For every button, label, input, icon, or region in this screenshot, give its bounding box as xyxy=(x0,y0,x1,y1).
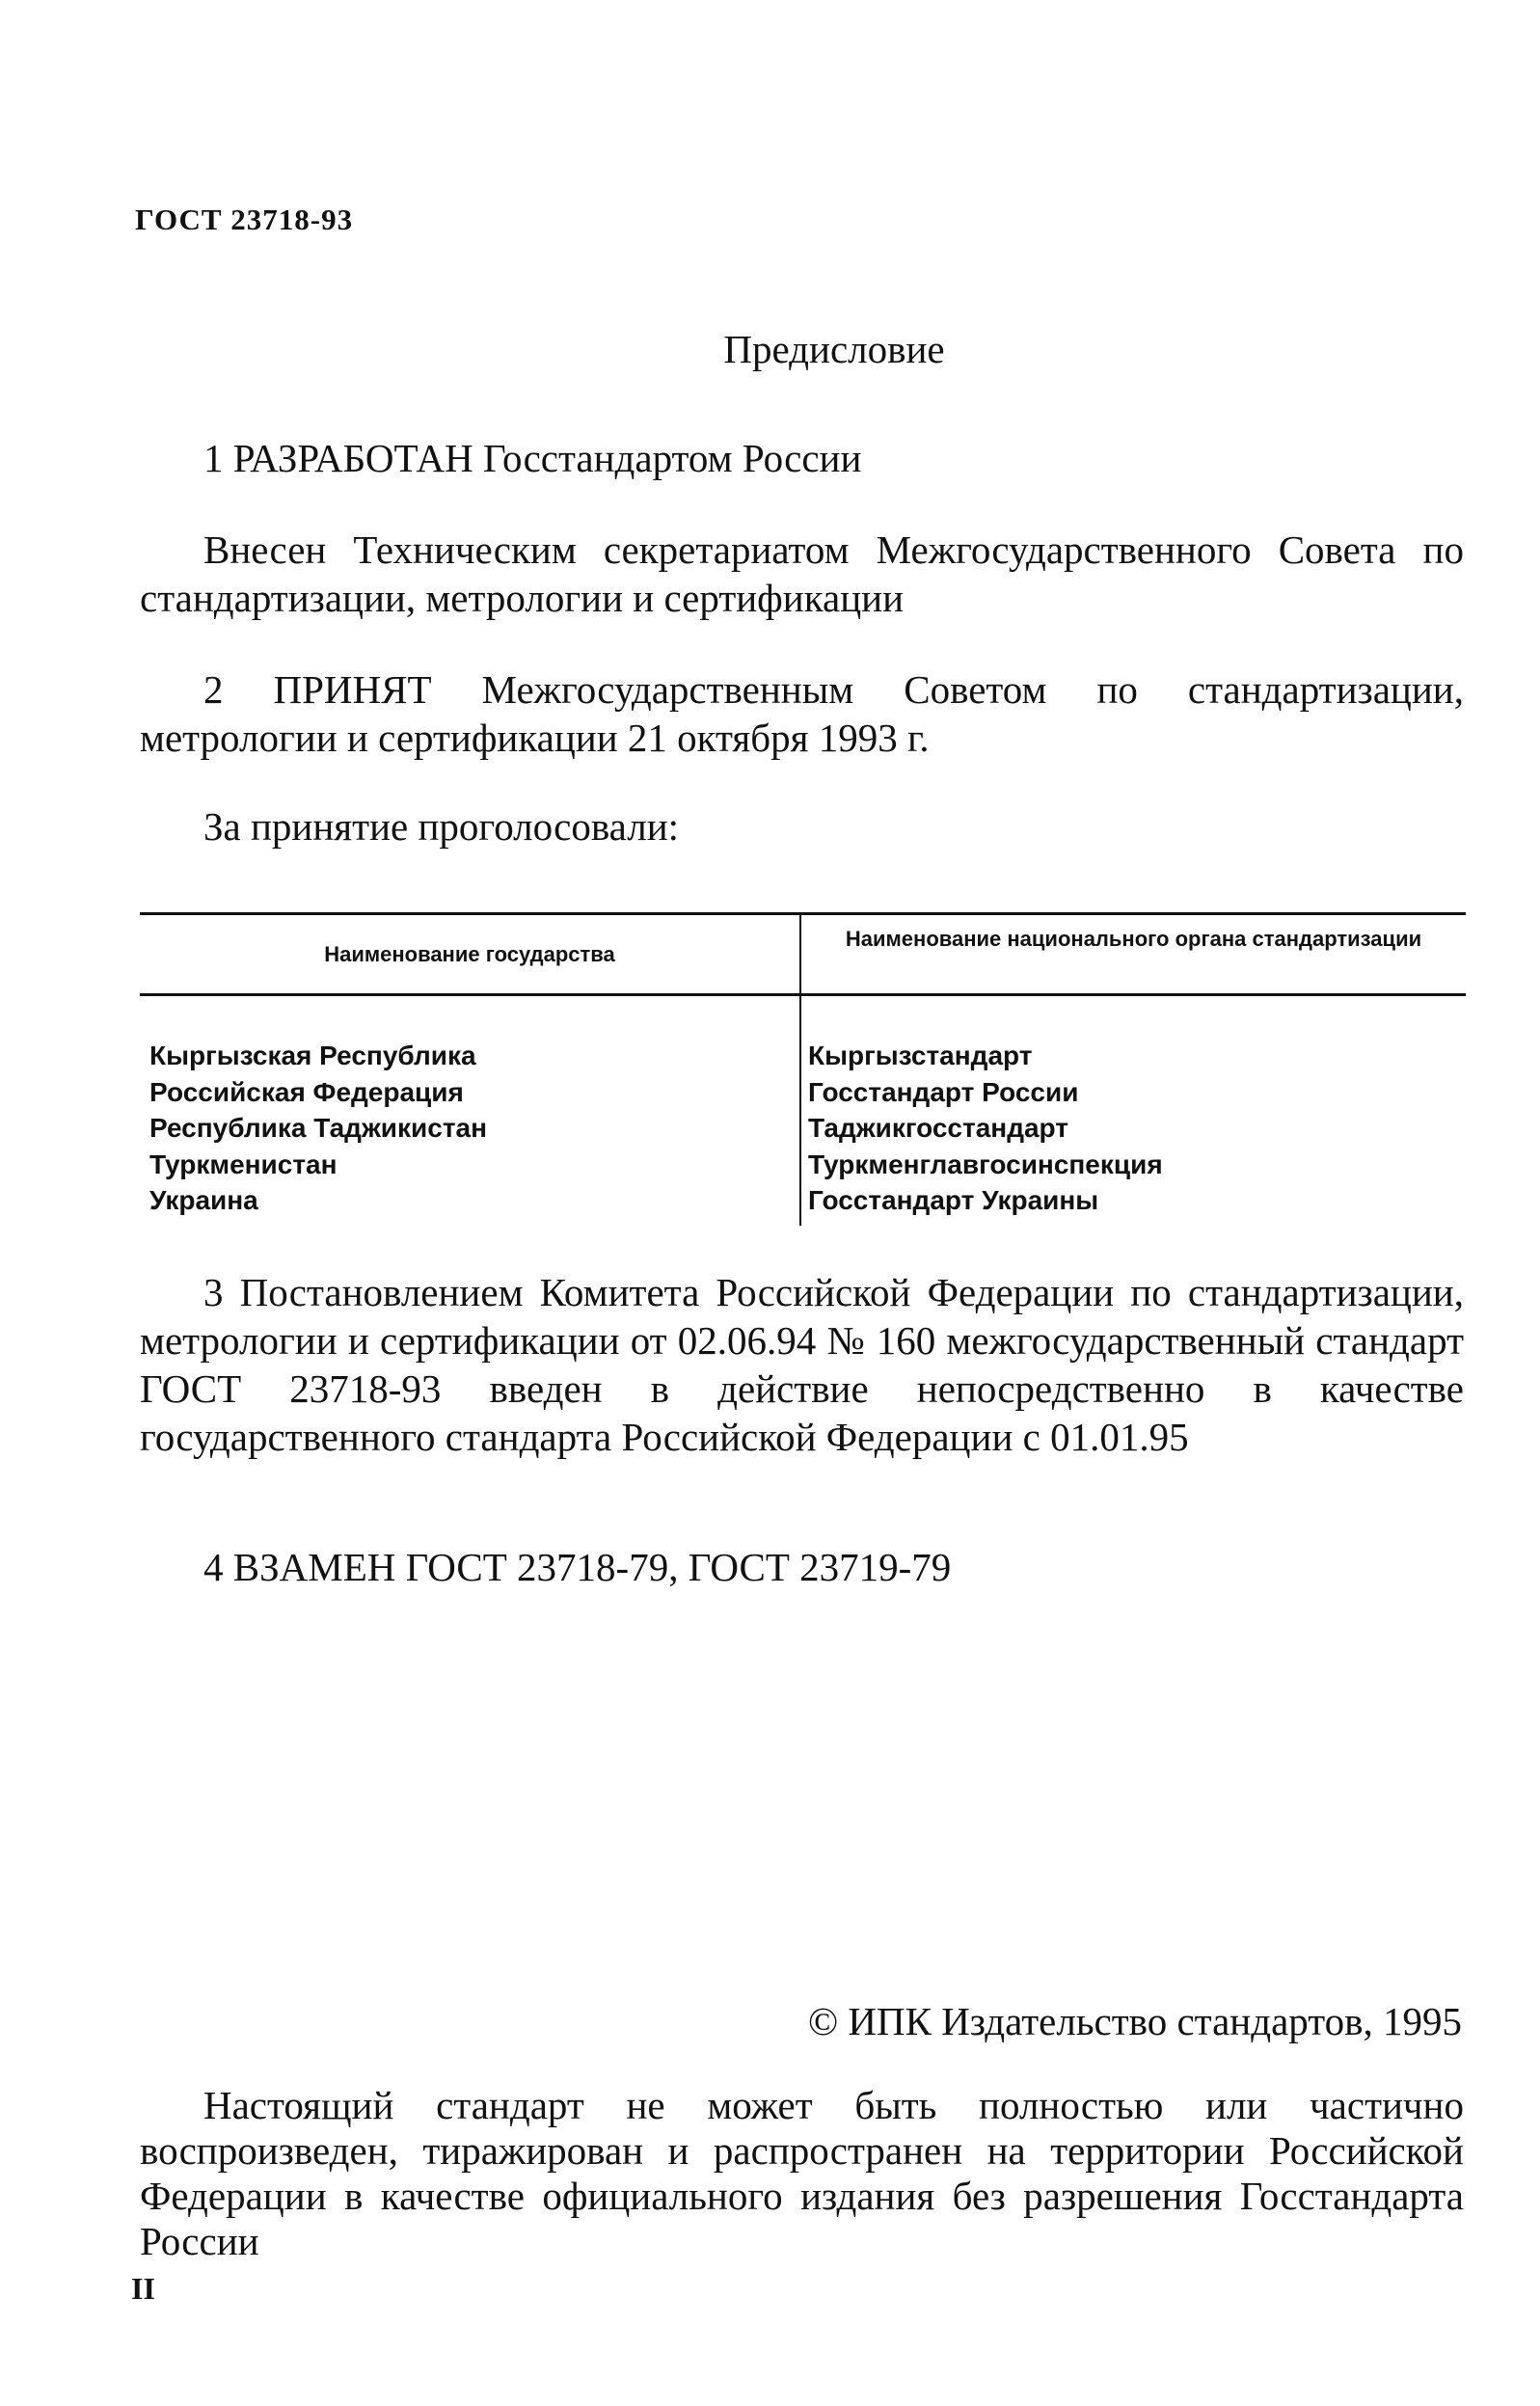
page-number: II xyxy=(131,2271,155,2306)
column-header-state: Наименование государства xyxy=(324,942,615,966)
preface-title: Предисловие xyxy=(723,327,945,371)
submitted-by-paragraph: Внесен Техническим секретариатом Межгосударственного Совета по стандартизации, метрологии и сертификации xyxy=(140,527,1464,620)
table-cell-state: Республика Таджикистан xyxy=(149,1113,488,1143)
adopted-paragraph: 2 ПРИНЯТ Межгосударственным Советом по стандартизации, метрологии и сертификации 21 октября 1993 г. xyxy=(140,667,1464,760)
document-code: ГОСТ 23718-93 xyxy=(135,203,354,236)
copyright-line: © ИПК Издательство стандартов, 1995 xyxy=(807,1999,1462,2043)
table-header-rule xyxy=(140,993,1466,996)
voting-table xyxy=(140,912,1466,1230)
table-cell-state: Кыргызская Республика xyxy=(149,1041,476,1070)
developed-by-paragraph: 1 РАЗРАБОТАН Госстандартом России xyxy=(203,436,862,480)
table-cell-state: Туркменистан xyxy=(149,1149,338,1179)
table-cell-standards-body: Туркменглавгосинспекция xyxy=(808,1149,1163,1179)
reproduction-notice: Настоящий стандарт не может быть полностью или частично воспроизведен, тиражирован и распространен на территории Российской Федерации в качестве официального издания без разрешения Госстандарта России xyxy=(140,2083,1464,2263)
table-top-rule xyxy=(140,912,1466,915)
state-column xyxy=(149,1038,487,1219)
voted-label: За принятие проголосовали: xyxy=(203,804,680,849)
table-cell-standards-body: Таджикгосстандарт xyxy=(808,1113,1068,1143)
resolution-paragraph: 3 Постановлением Комитета Российской Федерации по стандартизации, метрологии и сертификации от 02.06.94 № 160 межгосударственный стандарт ГОСТ 23718-93 введен в действие непосредственно в качестве государственного стандарта Российской Федерации с 01.01.95 xyxy=(140,1270,1464,1459)
table-cell-standards-body: Кыргызстандарт xyxy=(808,1041,1033,1070)
column-header-standards-body: Наименование национального органа стандартизации xyxy=(845,927,1422,951)
replaces-paragraph: 4 ВЗАМЕН ГОСТ 23718-79, ГОСТ 23719-79 xyxy=(203,1545,952,1589)
standards-body-column xyxy=(808,1038,1163,1219)
table-cell-standards-body: Госстандарт России xyxy=(808,1076,1079,1107)
table-cell-state: Российская Федерация xyxy=(149,1076,464,1107)
table-column-divider xyxy=(799,912,801,1226)
table-cell-state: Украина xyxy=(149,1185,258,1215)
table-cell-standards-body: Госстандарт Украины xyxy=(808,1185,1099,1215)
